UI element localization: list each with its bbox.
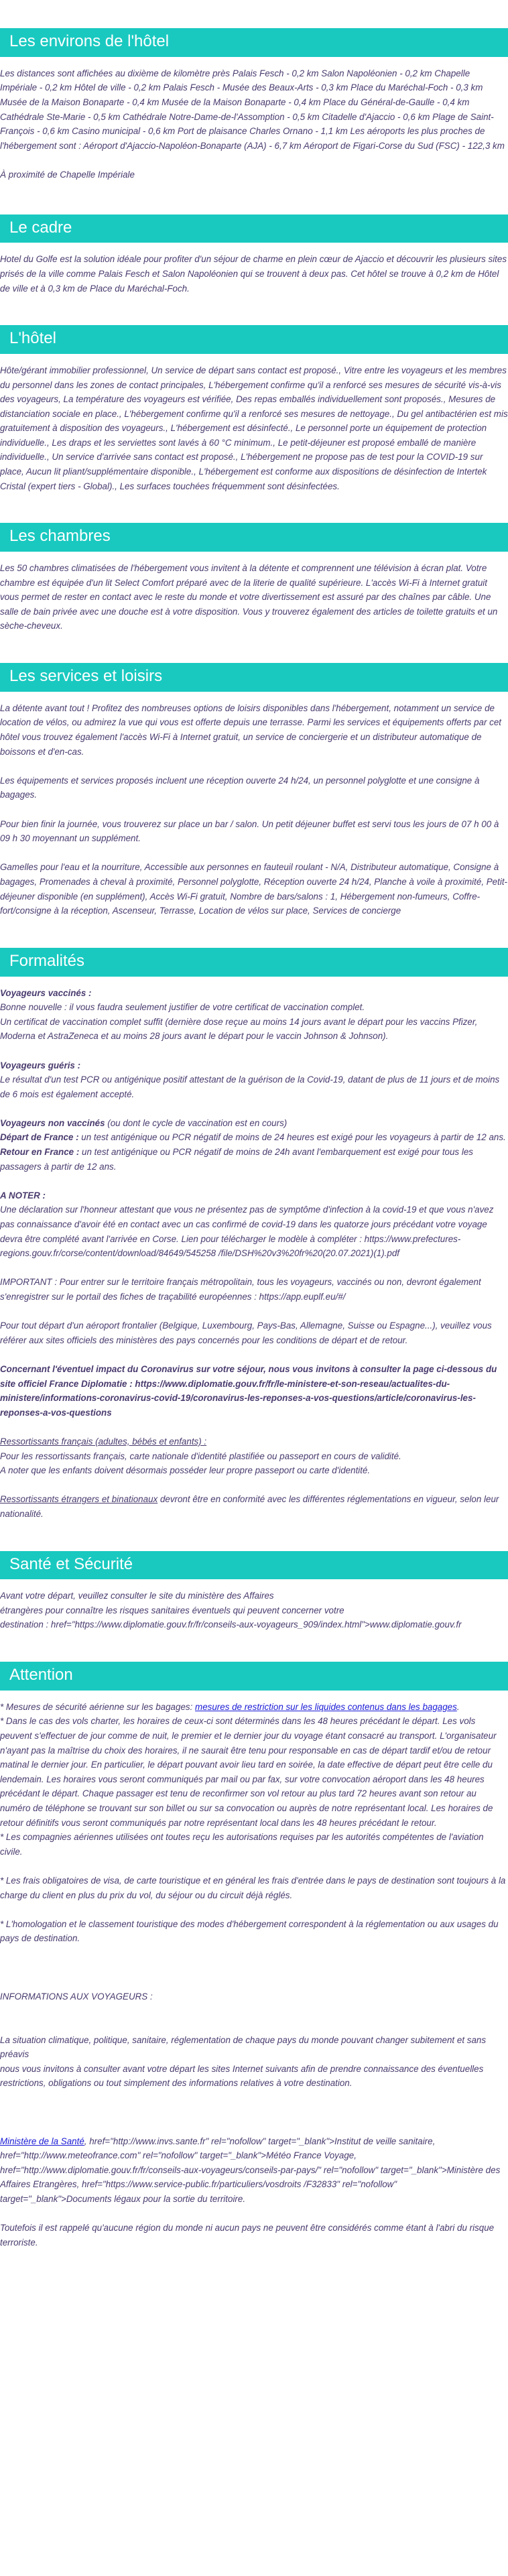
useful-links-line [0,2134,508,2207]
note-heading: A NOTER : [0,1190,46,1201]
sante-line-2: étrangères pour connaître les risques sanitaires éventuels qui peuvent concerner votre [0,1605,344,1615]
foreign-nationals-text: devront être en conformité avec les différentes réglementations en vigueur, selon leur nationalité. [0,1494,499,1519]
luggage-rule [0,1700,508,1715]
cadre-text: Hotel du Golfe est la solution idéale pour profiter d'un séjour de charme en plein cœur de Ajaccio et découvrir les plusieurs sites prisés de la ville comme Palais Fesch et Salon Napoléonien qui se trouvent à deux pas. Cet hôtel se trouve à 0,2 km de Hôtel de ville et à 0,3 km de Place du Maréchal-Foch. [0,254,507,294]
section-environs [0,28,508,182]
charter-flights-text: * Dans le cas des vols charter, les horaires de ceux-ci sont déterminés dans les 48 heures précédant le départ. Les vols peuvent s'effectuer de jour comme de nuit, le premier et le dernier jour du voyage étant consacré au transport. L'organisateur n'ayant pas la maîtrise du choix des horaires, il ne saurait être tenu pour responsable en cas de départ tardif et/ou de retour matinal le dernier jour. En particulier, le départ pouvant avoir lieu tard en soirée, la date effective de départ peut être celle du lendemain. Les horaires vous seront communiqués par mail ou par fax, sur votre convocation aéroport dans les 48 heures précédant le départ. Chaque passager est tenu de reconfirmer son vol retour au plus tard 72 heures avant son retour au numéro de téléphone se trouvant sur son billet ou sur sa convocation ou auprès de notre représentant local. Les horaires de retour définitifs vous seront communiqués par notre représentant local dans les 48 heures précédant le retour. [0,1716,497,1828]
ministry-health-link[interactable]: Ministère de la Santé [0,2136,84,2146]
departure-label: Départ de France : [0,1132,79,1143]
services-text-3: Pour bien finir la journée, vous trouverez sur place un bar / salon. Un petit déjeuner buffet est servi tous les jours de 07 h 00 à 09 h 30 moyennant un supplément. [0,818,499,844]
section-sante [0,1551,508,1633]
services-text-4: Gamelles pour l'eau et la nourriture, Accessible aux personnes en fauteuil roulant - N/A, Distributeur automatique, Consigne à bagages, Promenades à cheval à proximité, Personnel polyglotte, Réception ouverte 24 h/24, Planche à voile à proximité, Petit-déjeuner disponible (en supplément), Accès Wi-Fi gratuit, Nombre de bars/salons : 1, Hébergement non-fumeurs, Coffre-fort/consigne à la réception, Ascenseur, Terrasse, Location de vélos sur place, Services de concierge [0,862,508,916]
border-airport-text: Pour tout départ d'un aéroport frontalier (Belgique, Luxembourg, Pays-Bas, Allemagne, Suisse ou Espagne...), veuillez vous référer aux sites officiels des ministères des pays concernés pour les conditions de départ et de retour. [0,1321,492,1345]
sante-line-1: Avant votre départ, veuillez consulter le site du ministère des Affaires [0,1591,274,1601]
french-nationals-heading: Ressortissants français (adultes, bébés et enfants) : [0,1436,207,1447]
return-text: un test antigénique ou PCR négatif de moins de 24h avant l'embarquement est exigé pour tous les passagers à partir de 12 ans. [0,1147,473,1172]
useful-links-text: , href="http://www.invs.sante.fr" rel="nofollow" target="_blank">Institut de veille sanitaire, href="http://www.meteofrance.com" rel="nofollow" target="_blank">Météo France Voyage, href="http://www.diplomatie.gouv.fr/fr/conseils-aux-voyageurs/conseils-par-pays/" rel="nofollow" target="_blank">Ministère des Affaires Etrangères, href="https://www.service-public.fr/particuliers/vosdroits /F32833" rel="nofollow" target="_blank">Documents légaux pour la sortie du territoire. [0,2136,501,2205]
visa-fees-text: * Les frais obligatoires de visa, de carte touristique et en général les frais d'entrée dans le pays de destination sont toujours à la charge du client en plus du prix du vol, du séjour ou du circuit déjà réglés. [0,1876,506,1900]
unvaccinated-heading-line [0,1116,508,1131]
travellers-info-text-1: La situation climatique, politique, sanitaire, réglementation de chaque pays du monde pouvant changer subitement et sans préavis [0,2034,487,2060]
unvaccinated-heading: Voyageurs non vaccinés [0,1117,105,1128]
return-rule [0,1145,508,1174]
section-cadre [0,214,508,296]
services-text-2: Les équipements et services proposés incluent une réception ouverte 24 h/24, un personnel polyglotte et une consigne à bagages. [0,775,480,800]
section-hotel [0,325,508,493]
unvaccinated-suffix: (ou dont le cycle de vaccination est en cours) [105,1117,288,1128]
return-label: Retour en France : [0,1147,80,1158]
environs-distances-text: Les distances sont affichées au dixième de kilomètre près Palais Fesch - 0,2 km Salon Napoléonien - 0,2 km Chapelle Impériale - 0,2 km Hôtel de ville - 0,2 km Palais Fesch - Musée des Beaux-Arts - 0,3 km Place du Maréchal-Foch - 0,3 km Musée de la Maison Bonaparte - 0,4 km Musée de la Maison Bonaparte - 0,4 km Place du Général-de-Gaulle - 0,4 km Cathédrale Ste-Marie - 0,5 km Cathédrale Notre-Dame-de-l'Assomption - 0,5 km Citadelle d'Ajaccio - 0,6 km Plage de Saint-François - 0,6 km Casino municipal - 0,6 km Port de plaisance Charles Ornano - 1,1 km Les aéroports les plus proches de l'hébergement sont : Aéroport d'Ajaccio-Napoléon-Bonaparte (AJA) - 6,7 km Aéroport de Figari-Corse du Sud (FSC) - 122,3 km [0,68,505,151]
sante-line-3: destination : href="https://www.diplomatie.gouv.fr/fr/conseils-aux-voyageurs_909/index.html">www.diplomatie.gouv.fr [0,1619,462,1630]
vaccinated-text-1: Bonne nouvelle : il vous faudra seulement justifier de votre certificat de vaccination complet. [0,1002,365,1013]
important-text: IMPORTANT : Pour entrer sur le territoire français métropolitain, tous les voyageurs, vaccinés ou non, devront également s'enregistrer sur le portail des fiches de traçabilité européennes : https://app.euplf.eu/#/ [0,1277,481,1302]
airlines-text: * Les compagnies aériennes utilisées ont toutes reçu les autorisations requises par les autorités compétentes de l'aviation civile. [0,1832,484,1857]
section-title-formalites: Formalités [0,948,508,977]
chambres-text: Les 50 chambres climatisées de l'hébergement vous invitent à la détente et comprennent une télévision à écran plat. Votre chambre est équipée d'un lit Select Comfort préparé avec de la literie de qualité supérieure. L'accès Wi-Fi à Internet gratuit vous permet de rester en contact avec le reste du monde et votre divertissement est assuré par des chaînes par câble. Une salle de bain privée avec une douche est à votre disposition. Vous y trouverez également des articles de toilette gratuits et un sèche-cheveux. [0,563,498,631]
terrorism-notice: Toutefois il est rappelé qu'aucune région du monde ni aucun pays ne peuvent être considérés comme étant à l'abri du risque terroriste. [0,2223,495,2248]
vaccinated-heading: Voyageurs vaccinés : [0,987,92,998]
foreign-nationals-line [0,1492,508,1521]
section-chambres [0,523,508,633]
recovered-heading: Voyageurs guéris : [0,1060,81,1070]
section-title-environs: Les environs de l'hôtel [0,28,508,57]
travellers-info-heading: INFORMATIONS AUX VOYAGEURS : [0,1991,153,2002]
departure-rule [0,1130,508,1145]
section-title-hotel: L'hôtel [0,325,508,354]
luggage-rule-prefix: * Mesures de sécurité aérienne sur les bagages: [0,1701,196,1712]
hotel-text: Hôte/gérant immobilier professionnel, Un service de départ sans contact est proposé., Vitre entre les voyageurs et les membres du personnel dans les zones de contact principales, L'hébergement confirme qu'il a renforcé ses mesures de sécurité vis-à-vis des voyageurs, La température des voyageurs est vérifiée, Des repas emballés individuellement sont proposés., Mesures de distanciation sociale en place., L'hébergement confirme qu'il a renforcé ses mesures de nettoyage., Du gel antibactérien est mis gratuitement à disposition des voyageurs., L'hébergement est désinfecté., Le personnel porte un équipement de protection individuelle., Les draps et les serviettes sont lavés à 60 °C minimum., Le petit-déjeuner est proposé emballé de manière individuelle., Un service d'arrivée sans contact est proposé., L'hébergement ne propose pas de test pour la COVID-19 sur place, Aucun lit pliant/supplémentaire disponible., L'hébergement est conforme aux dispositions de désinfection de Intertek Cristal (expert tiers - Global)., Les surfaces touchées fréquemment sont désinfectées. [0,365,508,491]
section-attention [0,1662,508,2250]
note-text: Une déclaration sur l'honneur attestant que vous ne présentez pas de symptôme d'infection à la covid-19 et que vous n'avez pas connaissance d'avoir été en contact avec un cas confirmé de covid-19 dans les quatorze jours précédant votre voyage devra être complété avant l'arrivée en Corse. Lien pour télécharger le modèle à compléter : https://www.prefectures-regions.gouv.fr/corse/content/download/84649/545258 /file/DSH%20v3%20fr%20(20.07.2021)(1).pdf [0,1205,494,1259]
coronavirus-impact-text: Concernant l'éventuel impact du Coronavirus sur votre séjour, nous vous invitons à consulter la page ci-dessous du site officiel France Diplomatie : https://www.diplomatie.gouv.fr/fr/le-ministere-et-son-reseau/actualites-du-ministere/informations-coronavirus-covid-19/coronavirus-les-reponses-a-vos-questions/article/coronavirus-les-reponses-a-vos-questions [0,1363,497,1418]
homologation-text: * L'homologation et le classement touristique des modes d'hébergement correspondent à la réglementation ou aux usages du pays de destination. [0,1918,499,1944]
environs-proximity-text: À proximité de Chapelle Impériale [0,169,135,180]
french-nationals-text-1: Pour les ressortissants français, carte nationale d'identité plastifiée ou passeport en cours de validité. [0,1451,401,1461]
foreign-nationals-heading: Ressortissants étrangers et binationaux [0,1494,158,1505]
luggage-rule-suffix: . [456,1701,460,1712]
section-title-cadre: Le cadre [0,214,508,243]
french-nationals-text-2: A noter que les enfants doivent désormais posséder leur propre passeport ou carte d'identité. [0,1465,371,1476]
services-text-1: La détente avant tout ! Profitez des nombreuses options de loisirs disponibles dans l'hébergement, notamment un service de location de vélos, ou admirez la vue qui vous est offerte depuis une terrasse. Parmi les services et équipements offerts par cet hôtel vous trouvez également l'accès Wi-Fi à Internet gratuit, un service de conciergerie et un distributeur automatique de boissons et d'en-cas. [0,702,502,757]
section-title-sante: Santé et Sécurité [0,1551,508,1580]
travellers-info-text-2: nous vous invitons à consulter avant votre départ les sites Internet suivants afin de prendre connaissance des éventuelles restrictions, obligations ou tout simplement des informations relatives à votre destination. [0,2063,484,2089]
vaccinated-text-2: Un certificat de vaccination complet suffit (dernière dose reçue au moins 14 jours avant le départ pour les vaccins Pfizer, Moderna et AstraZeneca et au moins 28 jours avant le départ pour le vaccin Johnson & Johnson). [0,1016,478,1042]
section-formalites [0,948,508,1522]
section-title-services: Les services et loisirs [0,663,508,692]
departure-text: un test antigénique ou PCR négatif de moins de 24 heures est exigé pour les voyageurs à partir de 12 ans. [78,1132,506,1143]
liquids-restriction-link[interactable]: mesures de restriction sur les liquides contenus dans les bagages [195,1701,457,1712]
section-title-attention: Attention [0,1662,508,1691]
section-title-chambres: Les chambres [0,523,508,552]
recovered-text: Le résultat d'un test PCR ou antigénique positif attestant de la guérison de la Covid-19, datant de plus de 11 jours et de moins de 6 mois est également accepté. [0,1075,500,1099]
section-services [0,663,508,918]
